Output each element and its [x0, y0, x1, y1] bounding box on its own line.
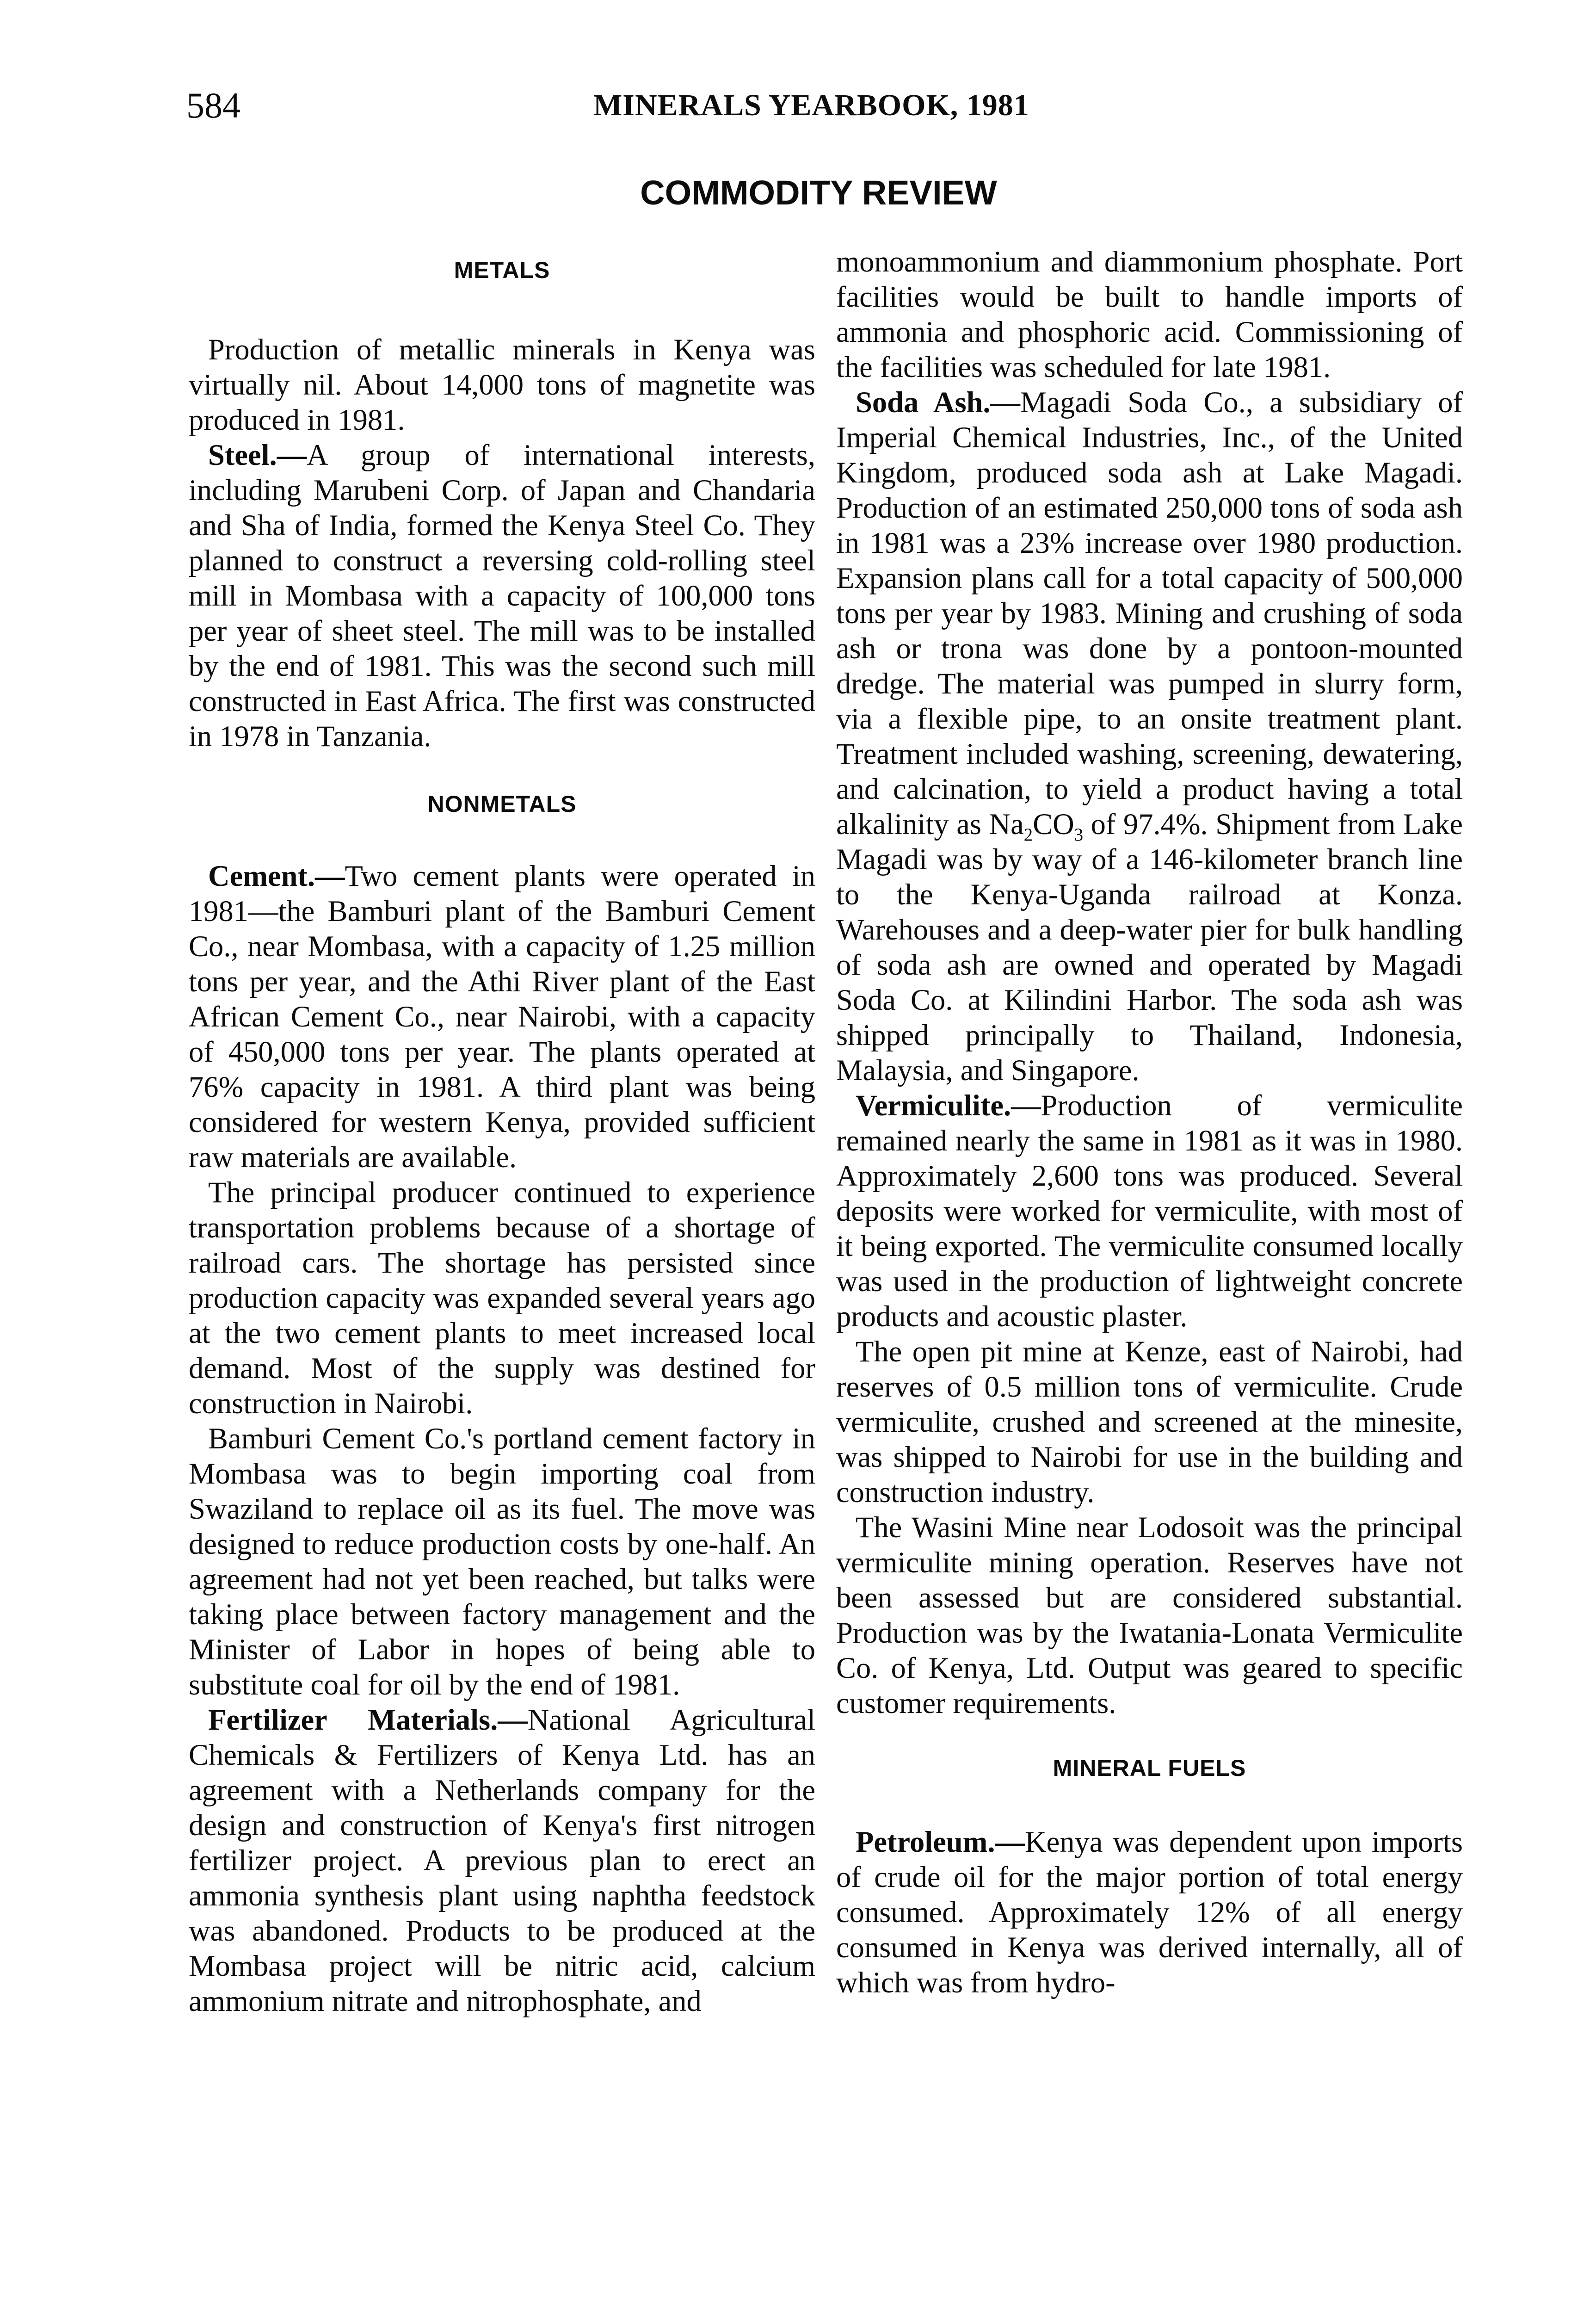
- cement-paragraph-3: Bamburi Cement Co.'s portland cement factory in Mombasa was to begin importing coal from Swaziland to replace oil as its fuel. The move was designed to reduce production costs by one-half. An agreement had not yet been reached, but talks were taking place between factory management and the Minister of Labor in hopes of being able to substitute coal for oil by the end of 1981.: [189, 1422, 815, 1701]
- fertilizer-lead: Fertilizer Materials.—: [208, 1703, 528, 1736]
- fertilizer-text: National Agricultural Chemicals & Fertilizers of Kenya Ltd. has an agreement with a Netherlands company for the design and construction of Kenya's first nitrogen fertilizer project. A previous plan to erect an ammonia synthesis plant using naphtha feedstock was abandoned. Products to be produced at the Mombasa project will be nitric acid, calcium ammonium nitrate and nitrophosphate, and: [189, 1703, 815, 2017]
- vermiculite-paragraph-2: The open pit mine at Kenze, east of Nairobi, had reserves of 0.5 million tons of vermiculite. Crude vermiculite, crushed and screened at the minesite, was shipped to Nairobi for use in the building and construction industry.: [836, 1335, 1463, 1509]
- vermiculite-lead: Vermiculite.—: [856, 1089, 1041, 1122]
- running-header: [186, 82, 1046, 129]
- soda-ash-lead: Soda Ash.—: [856, 386, 1021, 419]
- section-title: COMMODITY REVIEW: [640, 173, 997, 212]
- fertilizer-paragraph: [189, 1702, 815, 2019]
- co-subscript: 3: [1074, 825, 1084, 845]
- cement-lead: Cement.—: [208, 860, 345, 892]
- vermiculite-paragraph-3: The Wasini Mine near Lodosoit was the principal vermiculite mining operation. Reserves have not been assessed but are considered substantial. Production was by the Iwatania-Lonata Vermiculite Co. of Kenya, Ltd. Output was geared to specific customer requirements.: [836, 1511, 1463, 1719]
- vermiculite-text: Production of vermiculite remained nearly the same in 1981 as it was in 1980. Approximately 2,600 tons was produced. Several deposits were worked for vermiculite, with most of it being exported. The vermiculite consumed locally was used in the production of lightweight concrete products and acoustic plaster.: [836, 1089, 1463, 1333]
- journal-title: MINERALS YEARBOOK, 1981: [593, 88, 1029, 122]
- na-subscript: 2: [1023, 825, 1033, 845]
- cement-text: Two cement plants were operated in 1981—the Bamburi plant of the Bamburi Cement Co., near Mombasa, with a capacity of 1.25 million tons per year, and the Athi River plant of the East African Cement Co., near Nairobi, with a capacity of 450,000 tons per year. The plants operated at 76% capacity in 1981. A third plant was being considered for western Kenya, provided sufficient raw materials are available.: [189, 860, 815, 1174]
- vermiculite-paragraph: [836, 1088, 1463, 1334]
- left-column: [189, 241, 815, 2019]
- petroleum-text: Kenya was dependent upon imports of crude oil for the major portion of total energy consumed. Approximately 12% of all energy consumed in Kenya was derived internally, all of which was from hydro-: [836, 1825, 1463, 1999]
- page-number: 584: [186, 85, 240, 125]
- cement-paragraph-2: The principal producer continued to experience transportation problems because of a shortage of railroad cars. The shortage has persisted since production capacity was expanded several years ago at the two cement plants to meet increased local demand. Most of the supply was destined for construction in Nairobi.: [189, 1176, 815, 1420]
- fertilizer-continued-paragraph: monoammonium and diammonium phosphate. Port facilities would be built to handle imports of ammonia and phosphoric acid. Commissioning of the facilities was scheduled for late 1981.: [836, 245, 1463, 383]
- steel-text: A group of international interests, including Marubeni Corp. of Japan and Chandaria and Sha of India, formed the Kenya Steel Co. They planned to construct a reversing cold-rolling steel mill in Mombasa with a capacity of 100,000 tons per year of sheet steel. The mill was to be installed by the end of 1981. This was the second such mill constructed in East Africa. The first was constructed in 1978 in Tanzania.: [189, 439, 815, 753]
- mineral-fuels-heading: MINERAL FUELS: [1053, 1755, 1246, 1781]
- steel-paragraph: [189, 438, 815, 754]
- soda-ash-text-b: of 97.4%. Shipment from Lake Magadi was by way of a 146-kilometer branch line to the Kenya-Uganda railroad at Konza. Warehouses and a deep-water pier for bulk handling of soda ash are owned and operated by Magadi Soda Co. at Kilindini Harbor. The soda ash was shipped principally to Thailand, Indonesia, Malaysia, and Singapore.: [836, 808, 1463, 1087]
- metals-intro-paragraph: Production of metallic minerals in Kenya was virtually nil. About 14,000 tons of magnetite was produced in 1981.: [189, 333, 815, 436]
- petroleum-paragraph: [836, 1824, 1463, 2000]
- steel-lead: Steel.—: [208, 439, 307, 471]
- right-column: [836, 244, 1463, 2000]
- soda-ash-paragraph: [836, 385, 1463, 1088]
- soda-ash-text-a: Magadi Soda Co., a subsidiary of Imperial Chemical Industries, Inc., of the United Kingdom, produced soda ash at Lake Magadi. Production of an estimated 250,000 tons of soda ash in 1981 was a 23% increase over 1980 production. Expansion plans call for a total capacity of 500,000 tons per year by 1983. Mining and crushing of soda ash or trona was done by a pontoon-mounted dredge. The material was pumped in slurry form, via a flexible pipe, to an onsite treatment plant. Treatment included washing, screening, dewatering, and calcination, to yield a product having a total alkalinity as Na: [836, 386, 1463, 841]
- cement-paragraph: [189, 859, 815, 1175]
- nonmetals-heading: NONMETALS: [427, 791, 577, 817]
- co-formula: CO: [1033, 808, 1074, 841]
- metals-heading: METALS: [454, 257, 550, 283]
- petroleum-lead: Petroleum.—: [856, 1825, 1025, 1858]
